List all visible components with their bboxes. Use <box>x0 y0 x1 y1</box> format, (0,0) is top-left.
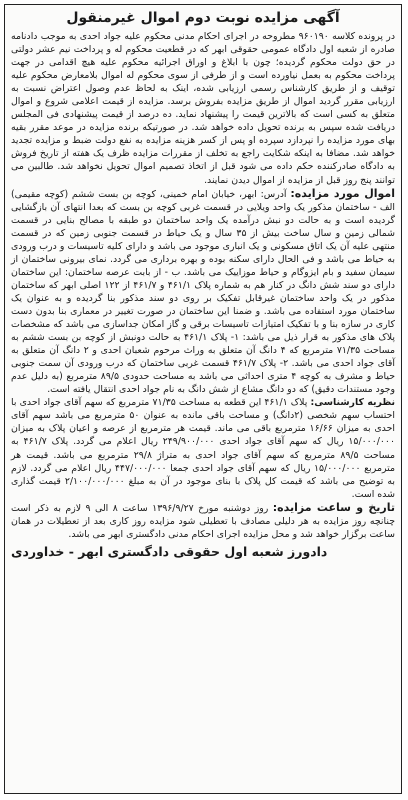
signature: دادورز شعبه اول حقوقی دادگستری ابهر - خداوردی <box>11 543 328 559</box>
notice-title: آگهی مزایده نوبت دوم اموال غیرمنقول <box>66 10 340 26</box>
property-section <box>11 187 395 397</box>
notice-intro: در پرونده کلاسه ۹۶۰۱۹۰ مطروحه در اجرای احکام مدنی محکوم علیه جواد احدی به موجب دادنامه صادره از شعبه اول دادگاه عمومی حقوقی ابهر که در قطعیت محکوم له و پرداخت نیم عشر دولتی در حق دولت محکوم گردیده؛ چون با ابلاغ و اوراق اجرائیه محکوم علیه هیچ اقدامی در جهت پرداخت محکوم به بعمل نیاورده است و از طرفی از سوی محکوم له اموال بلامعارض محکوم علیه توقیف و از طریق کارشناس رسمی ارزیابی شده، اینک به لحاظ عدم وصول اعتراض نسبت به ارزیابی مقرر گردید اموال از طریق مزایده بفروش برسد. مزایده از قیمت اعلامی شروع و اموال متعلق به کسی است که بالاترین قیمت را پیشنهاد نماید. ده درصد از قیمت پیشنهادی فی المجلس دریافت شده سپس به برنده تحویل داده خواهد شد. در صورتیکه برنده مزایده در موعد مقرر بقیه بهای مورد مزایده را نپردازد سپرده او پس از کسر هزینه مزایده به نفع دولت ضبط و مزایده تجدید خواهد شد. مضافا به اینکه شکایت راجع به تخلف از مقررات مزایده ظرف یک هفته از تاریخ فروش به دادگاه صادرکننده حکم داده می شود قبل از اتخاذ تصمیم اموال تحویل نخواهد شد. طالبین می توانند پنج روز قبل از مزایده از اموال دیدن نمایند. <box>11 31 396 186</box>
datetime-heading: تاریخ و ساعت مزایده: <box>272 500 395 514</box>
auction-notice <box>4 4 402 794</box>
datetime-text: روز دوشنبه مورخ ۱۳۹۶/۹/۲۷ ساعت ۸ الی ۹ لازم به ذکر است چنانچه روز مزایده به هر دلیلی مصادف با تعطیلی شود مزایده روز کاری بعد از تعطیلات در همان ساعت برگزار خواهد شد و محل مزایده اجرای احکام مدنی دادگستری ابهر می باشد. <box>11 502 395 540</box>
datetime-section <box>11 501 395 541</box>
property-text: آدرس: ابهر، خیابان امام خمینی، کوچه بن بست ششم (کوچه مقیمی) الف - ساختمان مذکور یک واحد ویلایی در قسمت غربی کوچه بن بست که بعدا انتهای آن بازگشایی گردیده است و به حالت دو نبش درآمده یک واحد ساختمان دو طبقه با مصالح بنایی در قسمت شمالی زمین و سال ساخت بیش از ۳۵ سال و یک حیاط در قسمت جنوبی زمین که در قسمت منتهی علیه آن یک اتاق مسکونی و یک انباری موجود می باشد و دارای کلیه تاسیسات و درب ورودی به حیاط می باشد و فی الحال دارای سکنه بوده و بهره برداری می گردد. نمای بیرونی ساختمان از سیمان سفید و بام ایزوگام و حیاط موزاییک می باشد. ب - از بابت عرصه ساختمان: این ساختمان دارای دو سند شش دانگ در کنار هم به شماره پلاک ۴۶۱/۱ و ۴۶۱/۷ از ۱۲۲ اصلی ابهر که ساختمان مذکور در یک واحد ساختمان غیرقابل تفکیک بر روی دو سند مذکور بنا گردیده و به عنوان یک ساختمان مورد استفاده می باشد. و ضمنا این ساختمان در صورت تغییر در معماری بنا بدون دست کاری در سازه بنا و با تفکیک امتیازات تاسیسات برقی و گاز امکان جداسازی می باشد که مشخصات پلاک های مذکور به قرار ذیل می باشد: ۱- پلاک ۴۶۱/۱ به حالت دونبش از کوچه بن بست ششم به مساحت ۷۱/۳۵ مترمربع که ۴ دانگ آن متعلق به وراث مرحوم شعبان احدی و ۲ دانگ آن متعلق به آقای جواد احدی می باشد. ۲- پلاک ۴۶۱/۷ قسمت غربی ساختمان که درب ورودی آن سمت جنوبی حیاط و مشرف به کوچه ۴ متری احداثی می باشد به مساحت حدودی ۸۹/۵ مترمربع (به دلیل عدم وجود مستندات دقیق) که دو دانگ مشاع از شش دانگ به نام جواد احدی انتقال یافته است. <box>11 188 396 396</box>
expert-heading: نظریه کارشناسی: <box>310 397 396 409</box>
property-heading: اموال مورد مزایده: <box>290 186 395 200</box>
expert-section <box>11 396 395 500</box>
expert-text: پلاک ۴۶۱/۱ این قطعه به مساحت ۷۱/۳۵ مترمربع که سهم آقای جواد احدی با احتساب سهم شخصی (۲دانگ) و مساحت باقی مانده به عنوان ۵۰ مترمربع می باشد سهم آقای احدی به میزان ۱۶/۶۶ مترمربع باقی می ماند. قیمت هر مترمربع از عرصه و اعیان پلاک به میزان ۱۵/۰۰۰/۰۰۰ ریال که سهم آقای جواد احدی ۲۴۹/۹۰۰/۰۰۰ ریال اعلام می گردد. پلاک ۴۶۱/۷ به مساحت ۸۹/۵ مترمربع که سهم آقای جواد احدی به متراژ ۲۹/۸ مترمربع می باشد. قیمت هر مترمربع ۱۵/۰۰۰/۰۰۰ ریال که سهم آقای جواد احدی جمعا ۴۴۷/۰۰۰/۰۰۰ ریال اعلام می گردد. لازم به توضیح می باشد که قیمت کل پلاک با بنای موجود در آن به مبلغ ۲/۱۰۰/۰۰۰/۰۰۰ قیمت گذاری شده است. <box>11 397 395 500</box>
